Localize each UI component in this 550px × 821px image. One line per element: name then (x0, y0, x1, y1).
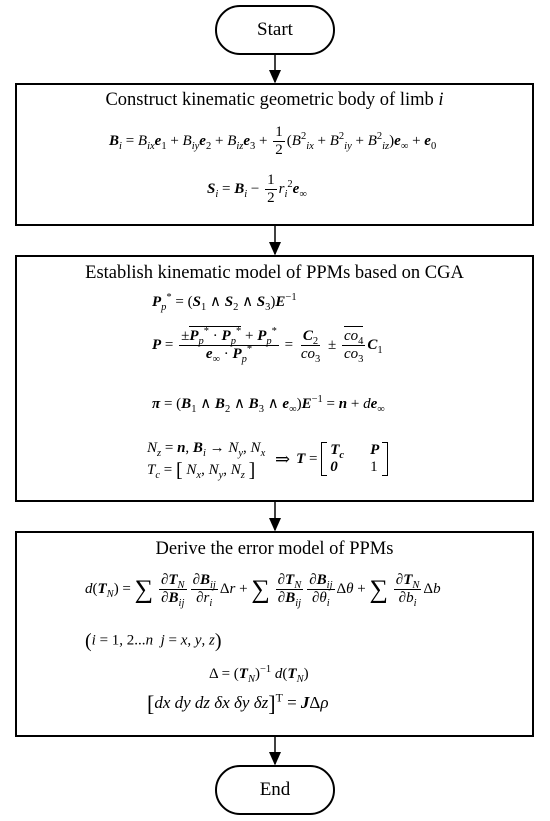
step2-title: Establish kinematic model of PPMs based on CGA (85, 263, 464, 283)
start-node (215, 5, 335, 55)
step2-equation-P: P = $\frac{\pm P_p^* \cdot P_p^* + P_p^*}{e_\infty \cdot P_p^*}$ = $\frac{C_2}{co_3}$ ± $\frac{co_4}{co_3}$ $C_1$ (152, 326, 383, 365)
step3-equation-indices: (i = 1, 2...n j = x, y, z) (85, 630, 222, 652)
step3-equation-delta: $\Delta = (T_N)^{-1}$ $d(T_N)$ (209, 664, 309, 685)
step1-equation-B: $B_i = B_{ix}e_1 + B_{iy}e_2 + B_{iz}e_3$ + $\frac{1}{2}$ $(B^2_{ix} + B^2_{iy} + B^2_{iz})e_\infty + e_0$ (109, 124, 437, 158)
step1-box (15, 83, 534, 226)
step1-title: Construct kinematic geometric body of limb i (105, 90, 444, 110)
step3-equation-jacobian: [dx dy dz δx δy δz]$^T$ = JΔρ (147, 690, 329, 716)
step3-title: Derive the error model of PPMs (155, 539, 394, 559)
step2-equation-pi: $\pi = (B_1$ ∧ $B_2$ ∧ $B_3$ ∧ $e_\infty)E^{-1} = n + de_\infty$ (152, 394, 385, 415)
step2-box (15, 255, 534, 502)
step2-equation-P-star: $P_p^* = (S_1$ ∧ $S_2$ ∧ $S_3)E^{-1}$ (152, 292, 297, 313)
step3-box (15, 531, 534, 737)
end-node (215, 765, 335, 815)
start-label: Start (257, 19, 293, 40)
step2-equation-N-Tc: $N_z = n$, $B_i \to N_y$, $N_x$ $T_c$ = [ $N_x$, $N_y$, $N_z$ ] ⇒ T = $T_c$ P 0 1 (147, 437, 388, 482)
step3-equation-dTN: $d(T_N)$ = ∑ $\frac{\partial T_N}{\partial B_{ij}}$ $\frac{\partial B_{ij}}{\partial r_i}$ Δr + ∑ $\frac{\partial T_N}{\partial B_{ij}}$ $\frac{\partial B_{ij}}{\partial\theta_i}$ Δθ + ∑ $\frac{\partial T_N}{\partial b_i}$ Δb (85, 572, 441, 609)
end-label: End (259, 779, 291, 800)
step1-equation-S: $S_i = B_i$ − $\frac{1}{2}$ $r_i^2e_\infty$ (207, 172, 307, 206)
